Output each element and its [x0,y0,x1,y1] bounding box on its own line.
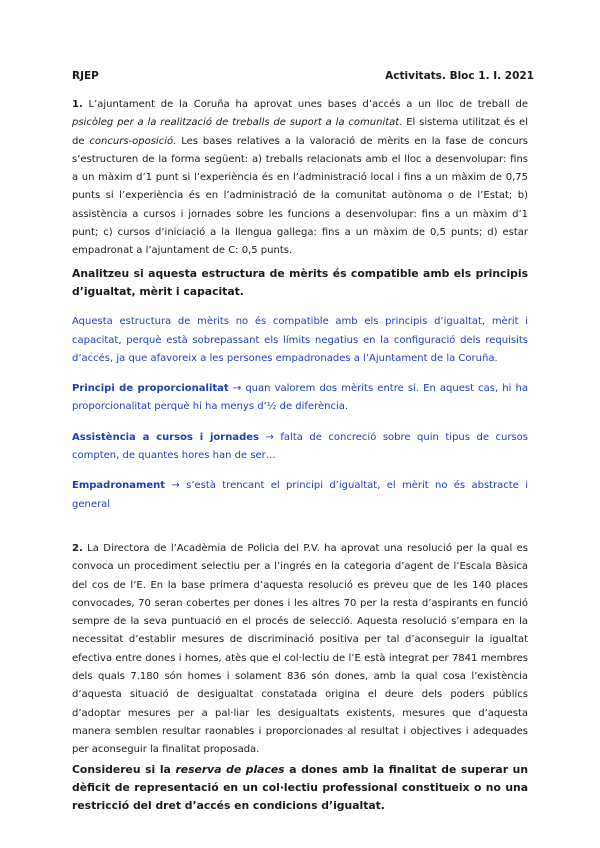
answer-registration-text: → s’està trencant el principi d’igualtat, el mèrit no és abstracte i general [72,480,528,510]
q1-italic-2: concurs-oposició [89,135,174,147]
q1-text-1: L’ajuntament de la Coruña ha aprovat unes bases d’accés a un lloc de treball de [82,99,528,110]
header-left: RJEP [72,70,99,82]
q1-text-2: . El sistema utilitzat és el de [72,117,528,147]
q2-prompt-a: Considereu si la [72,762,176,776]
question-1-prompt: Analitzeu si aquesta estructura de mèrits és compatible amb els principis d’igualtat, mèrit i capacitat. [72,266,528,298]
question-1-number: 1. [72,99,83,110]
answer-proportionality-text: → quan valorem dos mèrits entre si. En aquest cas, hi ha proporcionalitat perquè hi ha menys d’½ de diferència. [72,383,528,413]
answer-courses-term: Assistència a cursos i jornades [72,431,259,443]
answer-proportionality-term: Principi de proporcionalitat [72,383,229,395]
answer-registration [72,477,528,514]
page-header [72,70,534,82]
q2-prompt-italic: reserva de places [175,762,285,776]
question-2-prompt [72,761,528,816]
answer-proportionality [72,380,528,417]
answer-registration-term: Empadronament [72,480,166,492]
header-right: Activitats. Bloc 1. I. 2021 [385,70,534,82]
answer-intro: Aquesta estructura de mèrits no és compatible amb els principis d’igualtat, mèrit i capacitat, perquè està sobrepassant els límits negatius en la configuració dels requisits d’accés, ja que afavoreix a les persones empadronades a l’Ajuntament de la Coruña. [72,316,528,364]
q2-prompt-b: a dones amb la finalitat de superar un dèficit de representació en un col·lectiu professional constitueix o no una restricció del dret d’accés en condicions d’igualtat. [72,762,529,813]
question-1-statement [72,96,528,261]
answer-courses-text: → falta de concreció sobre quin tipus de cursos compten, de quantes hores han de ser… [72,431,528,462]
q2-text: La Directora de l’Acadèmia de Policia del P.V. ha aprovat una resolució per la qual es convoca un procediment selectiu per a l’ingrés en la categoria d’agent de l’Escala Bàsica del cos de l’E. En la base primera d’aquesta resolució es preveu que de les 140 places convocades, 70 seran cobertes per dones i les altres 70 per la resta d’aspirants en funció sempre de la seva puntuació en el procés de selecció. Aquesta resolució s’empara en la necessitat d’establir mesures de discriminació positiva per tal d’aconseguir la igualtat efectiva entre dones i homes, atès que el col·lectiu de l’E està integrat per 7841 membres dels quals 7.180 són homes i solament 836 són dones, amb la qual cosa l’existència d’aquesta situació de desigualtat constatada origina el deure dels poders públics d’adoptar mesures per a pal·liar les desigualtats existents, mesures que d’aquesta manera semblen resultar raonables i proporcionades al resultat i objectives i adequades per aconseguir la finalitat proposada. [72,542,528,756]
q1-italic-1: psicòleg per a la realització de treballs de suport a la comunitat [72,117,400,129]
document-page [72,70,534,815]
question-2-statement [72,540,528,760]
q1-text-3: . Les bases relatives a la valoració de mèrits en la fase de concurs s’estructuren de la forma següent: a) treballs relacionats amb el lloc a desenvolupar: fins a un màxim d’1 punt si l’experiència és en l’administració local i fins a un màxim de 0,75 punts si l’experiència és en l’administració de la comunitat autònoma o de l’Estat; b) assistència a cursos i jornades sobre les funcions a desenvolupar: fins a un màxim d’1 punt; c) cursos d’iniciació a la llengua gallega: fins a un màxim de 0,5 punts; d) estar empadronat a l’ajuntament de C: 0,5 punts. [72,135,528,257]
answer-courses [72,429,528,466]
question-2-number: 2. [72,542,83,554]
